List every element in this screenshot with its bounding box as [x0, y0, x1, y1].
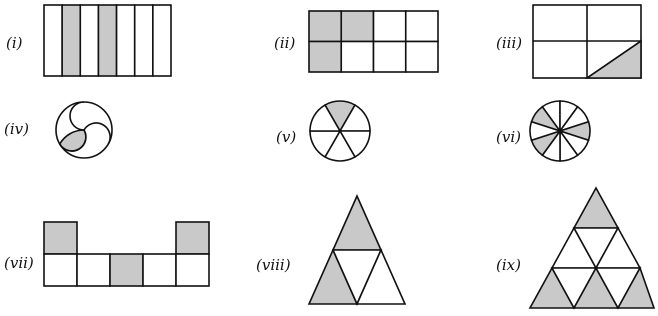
- figure-vii-label: (vii): [4, 254, 34, 272]
- figure-i-strip: [80, 5, 98, 76]
- figure-ii-cell: [309, 11, 341, 42]
- figure-viii-top-triangle: [333, 196, 381, 250]
- figure-i-label: (i): [6, 34, 23, 52]
- figure-iv-curve-1: [70, 102, 84, 130]
- figure-iv: [4, 102, 112, 158]
- figure-v-label: (v): [276, 128, 297, 146]
- figure-i-strip: [62, 5, 80, 76]
- figure-vi: [496, 101, 590, 161]
- figure-i-strip: [135, 5, 153, 76]
- figure-ii-cells: [309, 11, 438, 72]
- figure-ii-cell: [374, 11, 406, 42]
- figure-ii-cell: [309, 42, 341, 73]
- figure-ii-cell: [341, 42, 373, 73]
- figure-vii: [4, 222, 209, 286]
- figure-v-sectors: [310, 101, 370, 161]
- figure-i-strip: [44, 5, 62, 76]
- figure-vii-top-left-square: [44, 222, 77, 254]
- figure-i-strip: [153, 5, 171, 76]
- figure-vii-bottom-square-1: [44, 254, 77, 286]
- figure-v: [276, 101, 370, 161]
- figure-iii-label: (iii): [496, 34, 523, 52]
- figure-vii-bottom-square-5: [176, 254, 209, 286]
- figure-iv-label: (iv): [4, 120, 29, 138]
- figure-viii: [256, 196, 405, 304]
- figure-ii-label: (ii): [274, 34, 296, 52]
- figure-vi-sectors: [530, 101, 590, 161]
- figure-vi-label: (vi): [496, 128, 521, 146]
- figure-i-strip: [98, 5, 116, 76]
- figure-i-strip: [117, 5, 135, 76]
- figure-ix-label: (ix): [496, 256, 521, 274]
- figure-vii-bottom-square-4: [143, 254, 176, 286]
- figure-ix: [496, 188, 654, 308]
- figure-vii-top-right-square: [176, 222, 209, 254]
- figure-iv-curve-2: [84, 123, 110, 144]
- figure-iii: [496, 5, 641, 78]
- figure-ii-cell: [341, 11, 373, 42]
- figure-ii-cell: [406, 11, 438, 42]
- figure-ii-cell: [374, 42, 406, 73]
- figure-i-strips: [44, 5, 171, 76]
- figure-i: [6, 5, 171, 76]
- figure-viii-label: (viii): [256, 256, 291, 274]
- figure-ii-cell: [406, 42, 438, 73]
- figure-vii-bottom-square-2: [77, 254, 110, 286]
- figure-vii-bottom-square-3: [110, 254, 143, 286]
- figure-ii: [274, 11, 438, 72]
- figure-ix-triangle-top: [574, 188, 618, 228]
